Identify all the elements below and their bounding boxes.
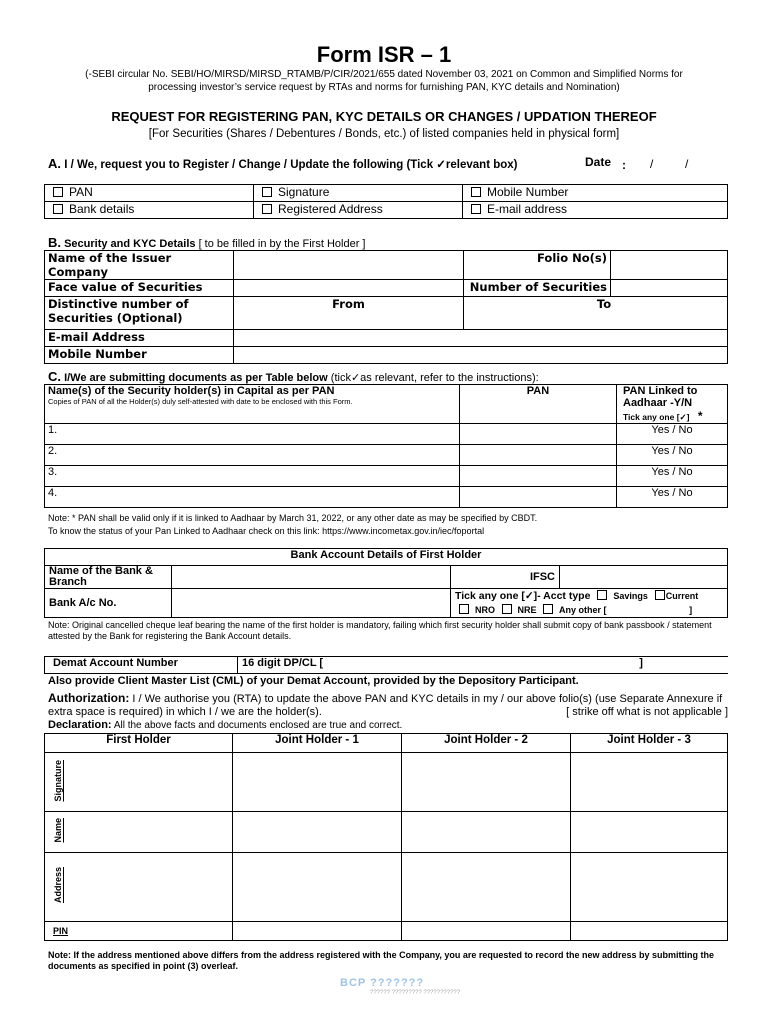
joint-holder-1-signature[interactable] xyxy=(233,753,402,812)
yes-no-cell[interactable] xyxy=(617,445,728,466)
pan-linked-line-1: PAN Linked to xyxy=(623,385,698,397)
circular-line-1: (-SEBI circular No. SEBI/HO/MIRSD/MIRSD_RTAMB/P/CIR/2021/655 dated November 03, 2021 on Common and Simplified Norms for xyxy=(85,69,683,80)
joint-holder-3-pin[interactable] xyxy=(571,922,728,941)
holder-name-cell[interactable] xyxy=(45,424,460,445)
declaration-text: All the above facts and documents enclosed are true and correct. xyxy=(113,720,403,731)
mobile-label: Mobile Number xyxy=(45,347,234,364)
first-holder-name[interactable] xyxy=(71,812,233,853)
name-column-subtitle: Copies of PAN of all the Holder(s) duly self-attested with date to be enclosed with this Form. xyxy=(48,397,353,406)
option-mobile[interactable] xyxy=(463,185,728,202)
joint-holder-2-signature[interactable] xyxy=(402,753,571,812)
checkbox-icon[interactable] xyxy=(471,187,481,197)
bank-name-input[interactable] xyxy=(172,566,451,589)
request-heading: REQUEST FOR REGISTERING PAN, KYC DETAILS OR CHANGES / UPDATION THEREOF xyxy=(111,109,657,124)
issuer-company-label: Name of the Issuer Company xyxy=(45,251,234,280)
option-label: Bank details xyxy=(69,202,135,216)
savings-label: Savings xyxy=(613,591,648,601)
strike-off-note: [ strike off what is not applicable ] xyxy=(566,706,728,718)
option-label: PAN xyxy=(69,185,93,199)
account-type-label: Tick any one [✓]- Acct type xyxy=(455,590,591,602)
section-c-letter: C. xyxy=(48,369,61,384)
holder-name-cell[interactable] xyxy=(45,487,460,508)
account-number-input[interactable] xyxy=(172,589,451,618)
face-value-label: Face value of Securities xyxy=(45,280,234,297)
holders-pan-table xyxy=(44,384,728,508)
joint-holder-3-address[interactable] xyxy=(571,853,728,922)
section-a-heading xyxy=(48,156,518,171)
joint-holder-3-name[interactable] xyxy=(571,812,728,853)
circular-line-2: processing investor’s service request by RTAs and norms for furnishing PAN, KYC details and Nomination) xyxy=(148,82,620,93)
date-colon: : xyxy=(622,158,626,172)
holder-name-cell[interactable] xyxy=(45,445,460,466)
demat-table xyxy=(44,656,728,674)
date-label: Date xyxy=(585,155,612,169)
pan-cell[interactable] xyxy=(460,466,617,487)
email-input[interactable] xyxy=(234,330,728,347)
watermark-tagline: ?????? ????????? ??????????? xyxy=(370,990,461,996)
pan-linked-line-2: Aadhaar -Y/N xyxy=(623,397,693,409)
dpcl-label: 16 digit DP/CL [ xyxy=(242,657,324,669)
pan-cell[interactable] xyxy=(460,424,617,445)
checkbox-icon[interactable] xyxy=(471,204,481,214)
tick-any-one: Tick any one [✓] xyxy=(623,412,690,422)
cml-note: Also provide Client Master List (CML) of your Demat Account, provided by the Depository Participant. xyxy=(48,675,579,687)
option-email[interactable] xyxy=(463,202,728,219)
security-kyc-table xyxy=(44,250,728,364)
yes-no-cell[interactable] xyxy=(617,424,728,445)
update-options-table xyxy=(44,184,728,219)
joint-holder-2-header: Joint Holder - 2 xyxy=(402,734,571,753)
issuer-company-input[interactable] xyxy=(234,251,464,280)
form-title: Form ISR – 1 xyxy=(316,42,452,67)
option-label: Mobile Number xyxy=(487,185,569,199)
section-b-heading xyxy=(48,235,365,250)
section-b-text: Security and KYC Details xyxy=(64,238,196,250)
yes-no-option[interactable]: Yes / No xyxy=(651,445,693,457)
address-note: Note: If the address mentioned above differs from the address registered with the Company, you are requested to record the new address by submitting the documents as specified in point (3) overleaf. xyxy=(48,950,714,971)
row-number: 1. xyxy=(48,424,58,436)
distinctive-label-line-2: Securities (Optional) xyxy=(48,311,183,325)
joint-holder-2-address[interactable] xyxy=(402,853,571,922)
checkbox-icon[interactable] xyxy=(53,187,63,197)
bank-details-table xyxy=(44,548,728,618)
joint-holder-2-name[interactable] xyxy=(402,812,571,853)
declaration xyxy=(48,719,402,731)
name-label: Name xyxy=(53,818,63,843)
name-row-label xyxy=(45,812,72,853)
table-row xyxy=(45,466,728,487)
num-securities-input[interactable] xyxy=(611,280,728,297)
email-label: E-mail Address xyxy=(45,330,234,347)
row-number: 2. xyxy=(48,445,58,457)
joint-holder-3-signature[interactable] xyxy=(571,753,728,812)
joint-holder-1-address[interactable] xyxy=(233,853,402,922)
other-checkbox[interactable] xyxy=(543,604,553,614)
bank-name-label-line-1: Name of the Bank & xyxy=(49,565,153,577)
option-label: E-mail address xyxy=(487,202,568,216)
bank-name-label xyxy=(45,566,172,589)
pan-column-header: PAN xyxy=(460,385,617,424)
address-row-label xyxy=(45,853,72,922)
option-registered-address[interactable] xyxy=(254,202,463,219)
option-pan[interactable] xyxy=(45,185,254,202)
checkbox-icon[interactable] xyxy=(53,204,63,214)
address-label: Address xyxy=(53,867,63,904)
joint-holder-1-pin[interactable] xyxy=(233,922,402,941)
name-column-header xyxy=(45,385,460,424)
bank-details-header: Bank Account Details of First Holder xyxy=(45,549,728,566)
to-label: To xyxy=(596,297,612,311)
section-b-letter: B. xyxy=(48,235,61,250)
num-securities-label: Number of Securities xyxy=(464,280,611,297)
folio-input[interactable] xyxy=(611,251,728,280)
savings-checkbox[interactable] xyxy=(597,590,607,600)
table-row xyxy=(45,445,728,466)
account-number-label: Bank A/c No. xyxy=(45,589,172,618)
mobile-input[interactable] xyxy=(234,347,728,364)
from-label: From xyxy=(332,297,365,311)
yes-no-cell[interactable] xyxy=(617,487,728,508)
declaration-label: Declaration: xyxy=(48,719,112,731)
folio-label: Folio No(s) xyxy=(464,251,611,280)
row-number: 3. xyxy=(48,466,58,478)
signature-row-label xyxy=(45,753,72,812)
table-row xyxy=(45,424,728,445)
signature-label: Signature xyxy=(53,759,63,802)
pan-cell[interactable] xyxy=(460,445,617,466)
date-slash-2: / xyxy=(685,157,689,171)
request-subnote: [For Securities (Shares / Debentures / Bonds, etc.) of listed companies held in physical form] xyxy=(148,128,620,140)
date-slash-1: / xyxy=(650,157,654,171)
first-holder-signature[interactable] xyxy=(71,753,233,812)
joint-holder-1-header: Joint Holder - 1 xyxy=(233,734,402,753)
first-holder-address[interactable] xyxy=(71,853,233,922)
name-column-title: Name(s) of the Security holder(s) in Capital as per PAN xyxy=(48,385,335,397)
option-label: Registered Address xyxy=(278,202,383,216)
table-row xyxy=(45,487,728,508)
authorization-label: Authorization: xyxy=(48,691,130,705)
option-label: Signature xyxy=(278,185,330,199)
current-label: Current xyxy=(665,591,699,601)
option-bank-details[interactable] xyxy=(45,202,254,219)
joint-holder-3-header: Joint Holder - 3 xyxy=(571,734,728,753)
ifsc-label: IFSC xyxy=(451,566,560,589)
nro-label: NRO xyxy=(475,605,495,615)
to-input[interactable] xyxy=(464,297,728,330)
authorization-block xyxy=(48,692,728,719)
pan-note-line-1: Note: * PAN shall be valid only if it is linked to Aadhaar by March 31, 2022, or any other date as may be specified by CBDT. xyxy=(48,513,538,523)
joint-holder-1-name[interactable] xyxy=(233,812,402,853)
holder-name-cell[interactable] xyxy=(45,466,460,487)
pan-aadhaar-note xyxy=(48,512,537,538)
joint-holder-2-pin[interactable] xyxy=(402,922,571,941)
account-type-cell xyxy=(451,589,728,618)
section-b-note: [ to be filled in by the First Holder ] xyxy=(198,238,366,250)
yes-no-option[interactable]: Yes / No xyxy=(651,466,693,478)
nre-label: NRE xyxy=(517,605,537,615)
distinctive-label xyxy=(45,297,234,330)
checkbox-icon[interactable] xyxy=(262,204,272,214)
pan-note-link[interactable]: To know the status of your Pan Linked to Aadhaar check on this link: https://www.incometax.gov.in/iec/foportal xyxy=(48,526,485,536)
holders-signature-table xyxy=(44,733,728,941)
face-value-input[interactable] xyxy=(234,280,464,297)
pin-label: PIN xyxy=(45,922,72,941)
sebi-circular-reference xyxy=(60,68,708,94)
pan-linked-column-header xyxy=(617,385,728,424)
bank-note: Note: Original cancelled cheque leaf bearing the name of the first holder is mandatory, failing which first security holder shall submit copy of bank passbook / statement attested by the Bank for registering the Bank Account details. xyxy=(48,620,712,641)
checkbox-icon[interactable] xyxy=(262,187,272,197)
current-checkbox[interactable] xyxy=(655,590,665,600)
bank-name-label-line-2: Branch xyxy=(49,576,87,588)
option-signature[interactable] xyxy=(254,185,463,202)
section-c-note: (tick✓as relevant, refer to the instructions): xyxy=(330,372,539,384)
ifsc-input[interactable] xyxy=(560,566,728,589)
dpcl-close-bracket: ] xyxy=(639,657,643,669)
asterisk: * xyxy=(697,409,703,423)
distinctive-label-line-1: Distinctive number of xyxy=(48,297,189,311)
row-number: 4. xyxy=(48,487,58,499)
yes-no-option[interactable]: Yes / No xyxy=(651,424,693,436)
watermark-logo: BCP ??????? xyxy=(340,977,425,989)
from-input[interactable] xyxy=(234,297,464,330)
yes-no-option[interactable]: Yes / No xyxy=(651,487,693,499)
first-holder-pin[interactable] xyxy=(71,922,233,941)
section-c-heading xyxy=(48,369,539,384)
section-a-letter: A. xyxy=(48,156,61,171)
nro-checkbox[interactable] xyxy=(459,604,469,614)
authorization-text: I / We authorise you (RTA) to update the above PAN and KYC details in my / our above folio(s) (use Separate Annexure if extra space is required) in which I / we are the holder(s). xyxy=(48,693,723,718)
section-a-text: I / We, request you to Register / Change / Update the following (Tick ✓relevant box) xyxy=(64,159,518,171)
yes-no-cell[interactable] xyxy=(617,466,728,487)
pan-cell[interactable] xyxy=(460,487,617,508)
nre-checkbox[interactable] xyxy=(502,604,512,614)
demat-label: Demat Account Number xyxy=(45,657,238,674)
other-label: Any other [ xyxy=(559,605,607,615)
other-close-bracket: ] xyxy=(689,605,693,615)
section-c-text: I/We are submitting documents as per Table below xyxy=(64,372,328,384)
demat-input[interactable] xyxy=(238,657,729,674)
first-holder-header: First Holder xyxy=(45,734,233,753)
